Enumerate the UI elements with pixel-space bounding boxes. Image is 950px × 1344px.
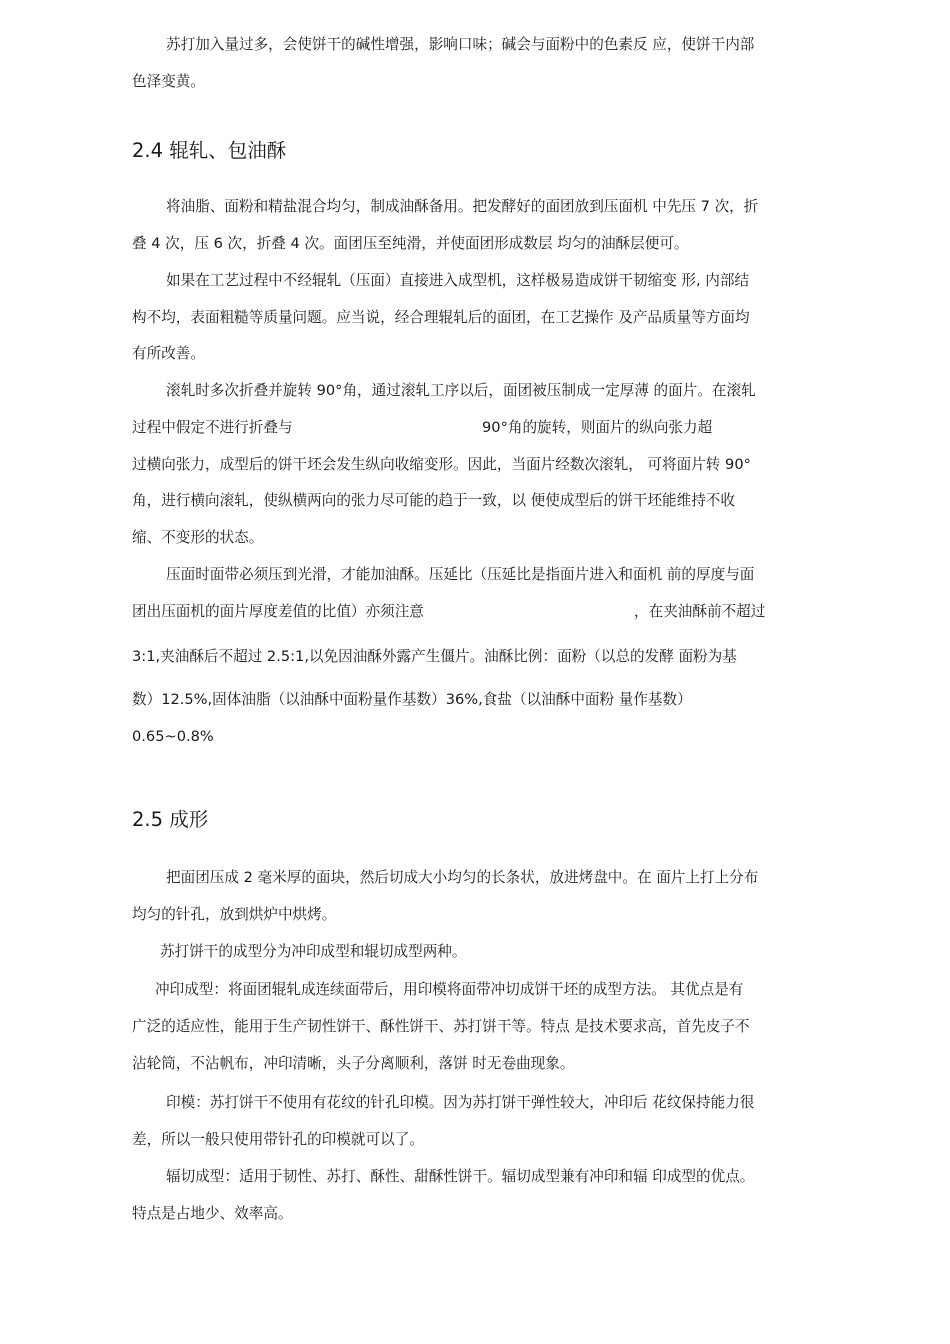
- s25-p3-line-2: 广泛的适应性，能用于生产韧性饼干、酥性饼干、苏打饼干等。特点 是技术要求高，首先皮子不: [132, 1018, 750, 1035]
- s25-p4-line-2: 差，所以一般只使用带针孔的印模就可以了。: [132, 1131, 424, 1148]
- section-2-4-heading: 2.4 辊轧、包油酥: [132, 139, 287, 162]
- intro-line-2: 色泽变黄。: [132, 73, 205, 90]
- s24-p2-line-3: 有所改善。: [132, 345, 205, 362]
- s24-p4-line-3: 3:1,夹油酥后不超过 2.5:1,以免因油酥外露产生僵片。油酥比例：面粉（以总的发酵 面粉为基: [132, 648, 737, 665]
- intro-line-1: 苏打加入量过多，会使饼干的碱性增强，影响口味；碱会与面粉中的色素反 应，使饼干内部: [166, 36, 755, 53]
- s25-p1-line-2: 均匀的针孔，放到烘炉中烘烤。: [132, 906, 337, 923]
- s25-p2-line-1: 苏打饼干的成型分为冲印成型和辊切成型两种。: [160, 943, 467, 960]
- s25-p5-line-1: 辐切成型：适用于韧性、苏打、酥性、甜酥性饼干。辐切成型兼有冲印和辐 印成型的优点。: [166, 1168, 755, 1185]
- s24-p4-line-2b: ，在夹油酥前不超过: [634, 603, 766, 620]
- s25-p1-line-1: 把面团压成 2 毫米厚的面块，然后切成大小均匀的长条状，放进烤盘中。在 面片上打上分布: [166, 869, 759, 886]
- s25-p4-line-1: 印模：苏打饼干不使用有花纹的针孔印模。因为苏打饼干弹性较大，冲印后 花纹保持能力很: [166, 1094, 755, 1111]
- s24-p3-line-2a: 过程中假定不进行折叠与: [132, 419, 293, 436]
- s24-p4-line-2a: 团出压面机的面片厚度差值的比值）亦须注意: [132, 603, 424, 620]
- section-2-5-heading: 2.5 成形: [132, 808, 209, 831]
- s24-p4-line-5: 0.65~0.8%: [132, 728, 214, 745]
- s24-p3-line-1: 滚轧时多次折叠并旋转 90°角，通过滚轧工序以后，面团被压制成一定厚薄 的面片。在滚轧: [166, 382, 756, 399]
- s24-p3-line-2b: 90°角的旋转，则面片的纵向张力超: [482, 419, 713, 436]
- s25-p3-line-3: 沾轮筒，不沾帆布，冲印清晰，头子分离顺利，落饼 时无卷曲现象。: [132, 1055, 575, 1072]
- s25-p3-line-1: 冲印成型：将面团辊轧成连续面带后，用印模将面带冲切成饼干坯的成型方法。 其优点是有: [155, 981, 744, 998]
- s24-p2-line-1: 如果在工艺过程中不经辊轧（压面）直接进入成型机，这样极易造成饼干韧缩变 形, 内部结: [166, 272, 750, 289]
- s24-p3-line-3: 过横向张力，成型后的饼干坯会发生纵向收缩变形。因此，当面片经数次滚轧， 可将面片转 90°: [132, 456, 751, 473]
- s24-p4-line-4: 数）12.5%,固体油脂（以油酥中面粉量作基数）36%,食盐（以油酥中面粉 量作基数）: [132, 691, 692, 708]
- s24-p1-line-2: 叠 4 次，压 6 次，折叠 4 次。面团压至纯滑，并使面团形成数层 均匀的油酥层便可。: [132, 235, 689, 252]
- s25-p5-line-2: 特点是占地少、效率高。: [132, 1205, 293, 1222]
- s24-p3-line-5: 缩、不变形的状态。: [132, 529, 264, 546]
- s24-p2-line-2: 构不均，表面粗糙等质量问题。应当说，经合理辊轧后的面团，在工艺操作 及产品质量等方面均: [132, 309, 750, 326]
- s24-p3-line-4: 角，进行横向滚轧，使纵横两向的张力尽可能的趋于一致，以 便使成型后的饼干坯能维持不收: [132, 492, 735, 509]
- s24-p1-line-1: 将油脂、面粉和精盐混合均匀，制成油酥备用。把发酵好的面团放到压面机 中先压 7 次，折: [166, 198, 759, 215]
- s24-p4-line-1: 压面时面带必须压到光滑，才能加油酥。压延比（压延比是指面片进入和面机 前的厚度与面: [166, 566, 755, 583]
